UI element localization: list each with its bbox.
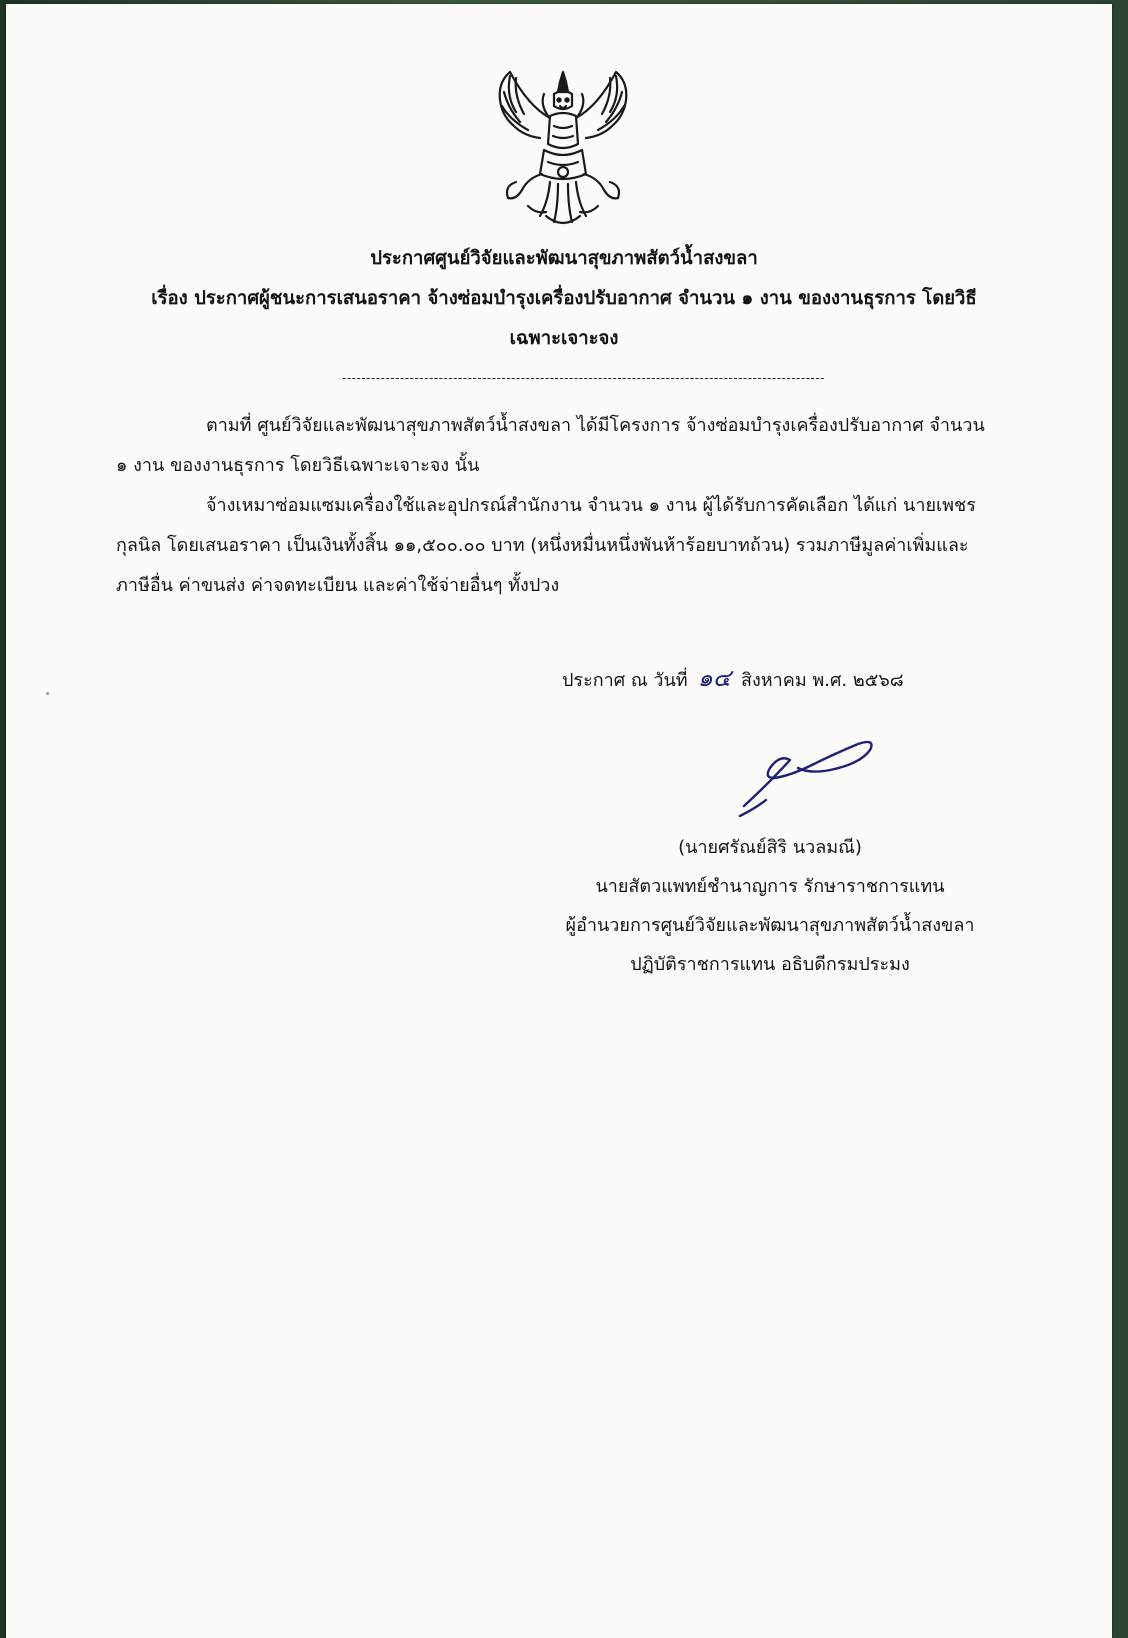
signatory-position-1: นายสัตวแพทย์ชำนาญการ รักษาราชการแทน [595, 876, 945, 897]
signatory-position-2: ผู้อำนวยการศูนย์วิจัยและพัฒนาสุขภาพสัตว์น้ำสงขลา [565, 915, 975, 936]
handwritten-signature [730, 730, 890, 820]
heading-subject: เรื่อง ประกาศผู้ชนะการเสนอราคา จ้างซ่อมบำรุงเครื่องปรับอากาศ จำนวน ๑ งาน ของงานธุรการ โดยวิธี [151, 288, 977, 309]
announcement-body [116, 406, 996, 606]
heading-subject-cont: เฉพาะเจาะจง [509, 328, 619, 349]
announcement-heading [100, 239, 1028, 359]
paragraph-2-line-2: กุลนิล โดยเสนอราคา เป็นเงินทั้งสิ้น ๑๑,๕๐๐.๐๐ บาท (หนึ่งหมื่นหนึ่งพันห้าร้อยบาทถ้วน) รวมภาษีมูลค่าเพิ่มและ [116, 535, 969, 556]
scan-speck [46, 692, 49, 695]
paragraph-2-line-3: ภาษีอื่น ค่าขนส่ง ค่าจดทะเบียน และค่าใช้จ่ายอื่นๆ ทั้งปวง [116, 575, 560, 596]
paragraph-1-line-1: ตามที่ ศูนย์วิจัยและพัฒนาสุขภาพสัตว์น้ำสงขลา ได้มีโครงการ จ้างซ่อมบำรุงเครื่องปรับอากาศ จำนวน [206, 415, 985, 436]
signatory-block [540, 828, 1000, 984]
heading-separator: ---------------------------------------------------------------------------------------------------- [342, 371, 826, 385]
announcement-date [562, 658, 904, 697]
garuda-emblem-icon [488, 66, 638, 234]
date-prefix: ประกาศ ณ วันที่ [562, 670, 688, 691]
date-month-year: สิงหาคม พ.ศ. ๒๕๖๘ [741, 670, 904, 691]
signatory-position-3: ปฏิบัติราชการแทน อธิบดีกรมประมง [630, 954, 910, 975]
paragraph-2-line-1: จ้างเหมาซ่อมแซมเครื่องใช้และอุปกรณ์สำนักงาน จำนวน ๑ งาน ผู้ได้รับการคัดเลือก ได้แก่ นายเพชร [206, 495, 976, 516]
signatory-name: (นายศรัณย์สิริ นวลมณี) [678, 837, 862, 858]
date-day: ๑๔ [697, 664, 732, 692]
paragraph-1-line-2: ๑ งาน ของงานธุรการ โดยวิธีเฉพาะเจาะจง นั้น [116, 455, 480, 476]
heading-title: ประกาศศูนย์วิจัยและพัฒนาสุขภาพสัตว์น้ำสงขลา [370, 248, 758, 269]
